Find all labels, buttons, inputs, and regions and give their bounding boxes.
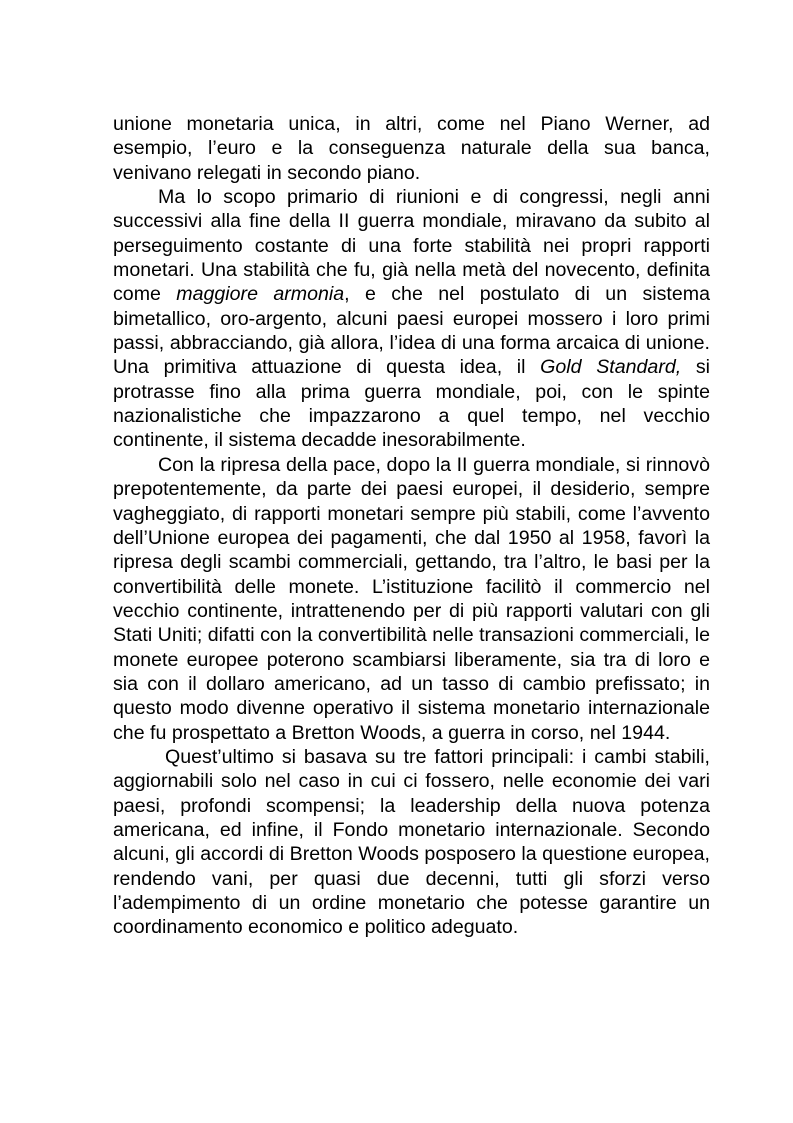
paragraph-3-text: Con la ripresa della pace, dopo la II guerra mondiale, si rinnovò prepotentemente, da parte dei paesi europei, il desiderio, sempre vagheggiato, di rapporti monetari sempre più stabili, come l’avvento dell’Unione europea dei pagamenti, che dal 1950 al 1958, favorì la ripresa degli scambi commerciali, gettando, tra l’altro, le basi per la convertibilità delle monete. L’istituzione facilitò il commercio nel vecchio continente, intrattenendo per di più rapporti valutari con gli Stati Uniti; difatti con la convertibilità nelle transazioni commerciali, le monete europee poterono scambiarsi liberamente, sia tra di loro e sia con il dollaro americano, ad un tasso di cambio prefissato; in questo modo divenne operativo il sistema monetario internazionale che fu prospettato a Bretton Woods, a guerra in corso, nel 1944. <box>113 453 710 744</box>
paragraph-4-text: Quest’ultimo si basava su tre fattori principali: i cambi stabili, aggiornabili solo nel caso in cui ci fossero, nelle economie dei vari paesi, profondi scompensi; la leadership della nuova potenza americana, ed infine, il Fondo monetario internazionale. Secondo alcuni, gli accordi di Bretton Woods posposero la questione europea, rendendo vani, per quasi due decenni, tutti gli sforzi verso l’adempimento di un ordine monetario che potesse garantire un coordinamento economico e politico adeguato. <box>113 745 710 939</box>
paragraph-2-text-a: Ma lo scopo primario di riunioni e di congressi, negli anni successivi alla fine della II guerra mondiale, miravano da subito al perseguimento costante di una forte stabilità nei propri rapporti monetari. Una stabilità che fu, già nella metà del novecento, definita come <box>113 186 710 306</box>
italic-term-maggiore-armonia: maggiore armonia <box>176 283 345 306</box>
document-page <box>113 112 710 940</box>
paragraph-1-text: unione monetaria unica, in altri, come nel Piano Werner, ad esempio, l’euro e la conseguenza naturale della sua banca, venivano relegati in secondo piano. <box>113 113 710 184</box>
paragraph-2-text-c: si protrasse fino alla prima guerra mondiale, poi, con le spinte nazionalistiche che impazzarono a quel tempo, nel vecchio continente, il sistema decadde inesorabilmente. <box>113 356 710 452</box>
paragraph-2 <box>113 185 710 453</box>
paragraph-2-text-b: , e che nel postulato di un sistema bimetallico, oro-argento, alcuni paesi europei mossero i loro primi passi, abbracciando, già allora, l’idea di una forma arcaica di unione. Una primitiva attuazione di questa idea, il <box>113 283 710 379</box>
paragraph-1 <box>113 112 710 185</box>
paragraph-3 <box>113 453 710 745</box>
paragraph-4 <box>113 745 710 940</box>
italic-term-gold-standard: Gold Standard, <box>540 356 682 379</box>
